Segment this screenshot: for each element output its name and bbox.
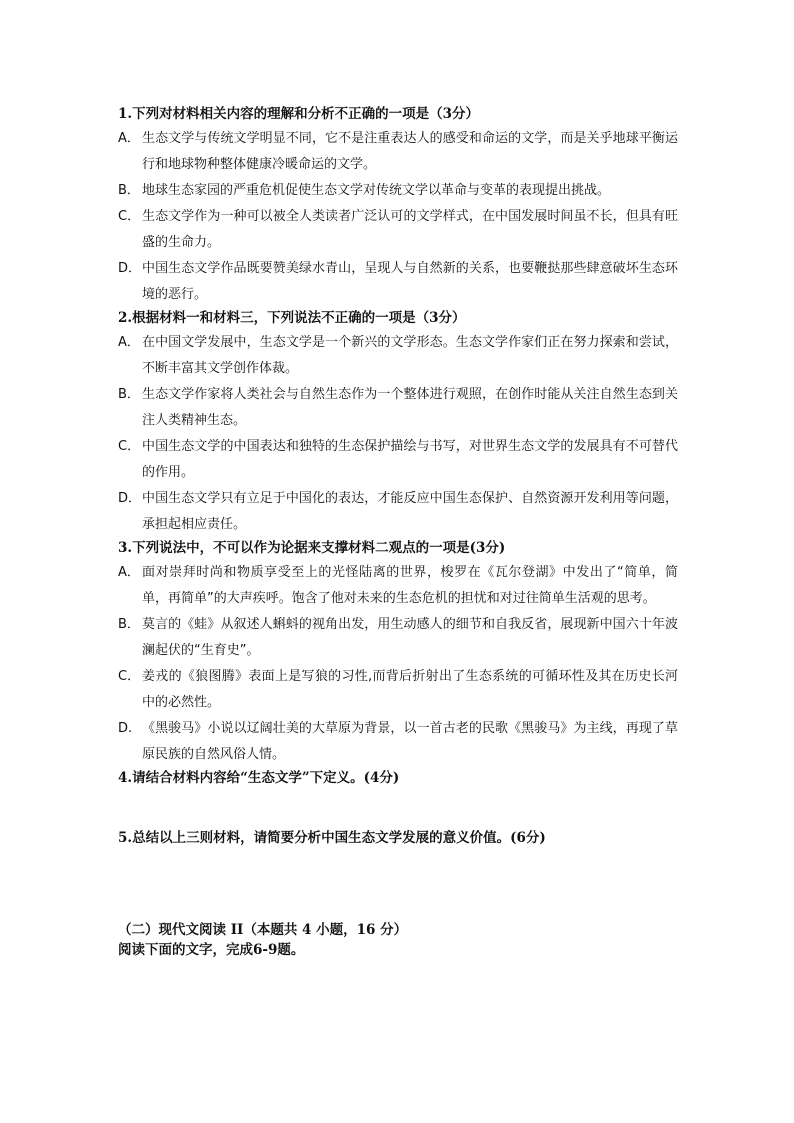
option-letter: A．: [118, 335, 140, 350]
question-1-title: 1.下列对材料相关内容的理解和分析不正确的一项是（3分）: [118, 106, 479, 122]
option-letter: D．: [118, 261, 142, 276]
q3-option-b: [118, 612, 678, 664]
q1-option-d: [118, 256, 678, 308]
q1-option-a: [118, 126, 678, 178]
option-letter: C．: [118, 209, 141, 224]
option-letter: B．: [118, 617, 140, 632]
option-letter: B．: [118, 387, 140, 402]
option-letter: D．: [118, 491, 142, 506]
q2-option-d: [118, 486, 678, 538]
option-text: 中国生态文学作品既要赞美绿水青山，呈现人与自然新的关系，也要鞭挞那些肆意破坏生态环境的恶行。: [142, 261, 678, 302]
option-text: 《黑骏马》小说以辽阔壮美的大草原为背景，以一首古老的民歌《黑骏马》为主线，再现了草原民族的自然风俗人情。: [142, 721, 678, 762]
option-text: 莫言的《蛙》从叙述人蝌蚪的视角出发，用生动感人的细节和自我反省，展现新中国六十年波澜起伏的“生育史”。: [142, 617, 678, 658]
question-5-title: 5.总结以上三则材料，请简要分析中国生态文学发展的意义价值。(6分): [118, 830, 546, 846]
exam-page: [118, 104, 678, 960]
option-letter: C．: [118, 439, 141, 454]
option-text: 姜戎的《狼图腾》表面上是写狼的习性,而背后折射出了生态系统的可循环性及其在历史长河中的必然性。: [142, 669, 678, 710]
option-letter: A．: [118, 131, 140, 146]
option-letter: A．: [118, 565, 140, 580]
q2-option-c: [118, 434, 678, 486]
option-text: 地球生态家园的严重危机促使生态文学对传统文学以革命与变革的表现提出挑战。: [142, 183, 611, 198]
question-2-title: 2.根据材料一和材料三，下列说法不正确的一项是（3分）: [118, 310, 466, 326]
option-letter: B．: [118, 183, 140, 198]
section-instruction: 阅读下面的文字，完成6-9题。: [118, 942, 305, 958]
q1-option-b: [118, 178, 678, 204]
option-text: 中国生态文学只有立足于中国化的表达，才能反应中国生态保护、自然资源开发利用等问题，承担起相应责任。: [142, 491, 678, 532]
q2-option-b: [118, 382, 678, 434]
option-text: 面对崇拜时尚和物质享受至上的光怪陆离的世界，梭罗在《瓦尔登湖》中发出了“简单，简单，再简单”的大声疾呼。饱含了他对未来的生态危机的担忧和对过往简单生活观的思考。: [142, 565, 678, 606]
option-text: 在中国文学发展中，生态文学是一个新兴的文学形态。生态文学作家们正在努力探索和尝试，不断丰富其文学创作体裁。: [142, 335, 678, 376]
q2-option-a: [118, 330, 678, 382]
question-3-title: 3.下列说法中，不可以作为论据来支撑材料二观点的一项是(3分): [118, 540, 506, 556]
option-text: 生态文学作为一种可以被全人类读者广泛认可的文学样式，在中国发展时间虽不长，但具有旺盛的生命力。: [142, 209, 678, 250]
answer-space: [118, 788, 678, 828]
option-letter: D.: [118, 721, 133, 736]
option-text: 生态文学作家将人类社会与自然生态作为一个整体进行观照，在创作时能从关注自然生态到关注人类精神生态。: [142, 387, 678, 428]
q3-option-d: [118, 716, 678, 768]
question-4-title: 4.请结合材料内容给“生态文学”下定义。(4分): [118, 770, 400, 786]
option-text: 生态文学与传统文学明显不同，它不是注重表达人的感受和命运的文学，而是关乎地球平衡运行和地球物种整体健康冷暖命运的文学。: [142, 131, 678, 172]
option-letter: C．: [118, 669, 141, 684]
option-text: 中国生态文学的中国表达和独特的生态保护描绘与书写，对世界生态文学的发展具有不可替代的作用。: [142, 439, 678, 480]
section-heading: （二）现代文阅读 II（本题共 4 小题，16 分）: [118, 922, 408, 938]
q3-option-c: [118, 664, 678, 716]
answer-space: [118, 848, 678, 920]
q3-option-a: [118, 560, 678, 612]
q1-option-c: [118, 204, 678, 256]
